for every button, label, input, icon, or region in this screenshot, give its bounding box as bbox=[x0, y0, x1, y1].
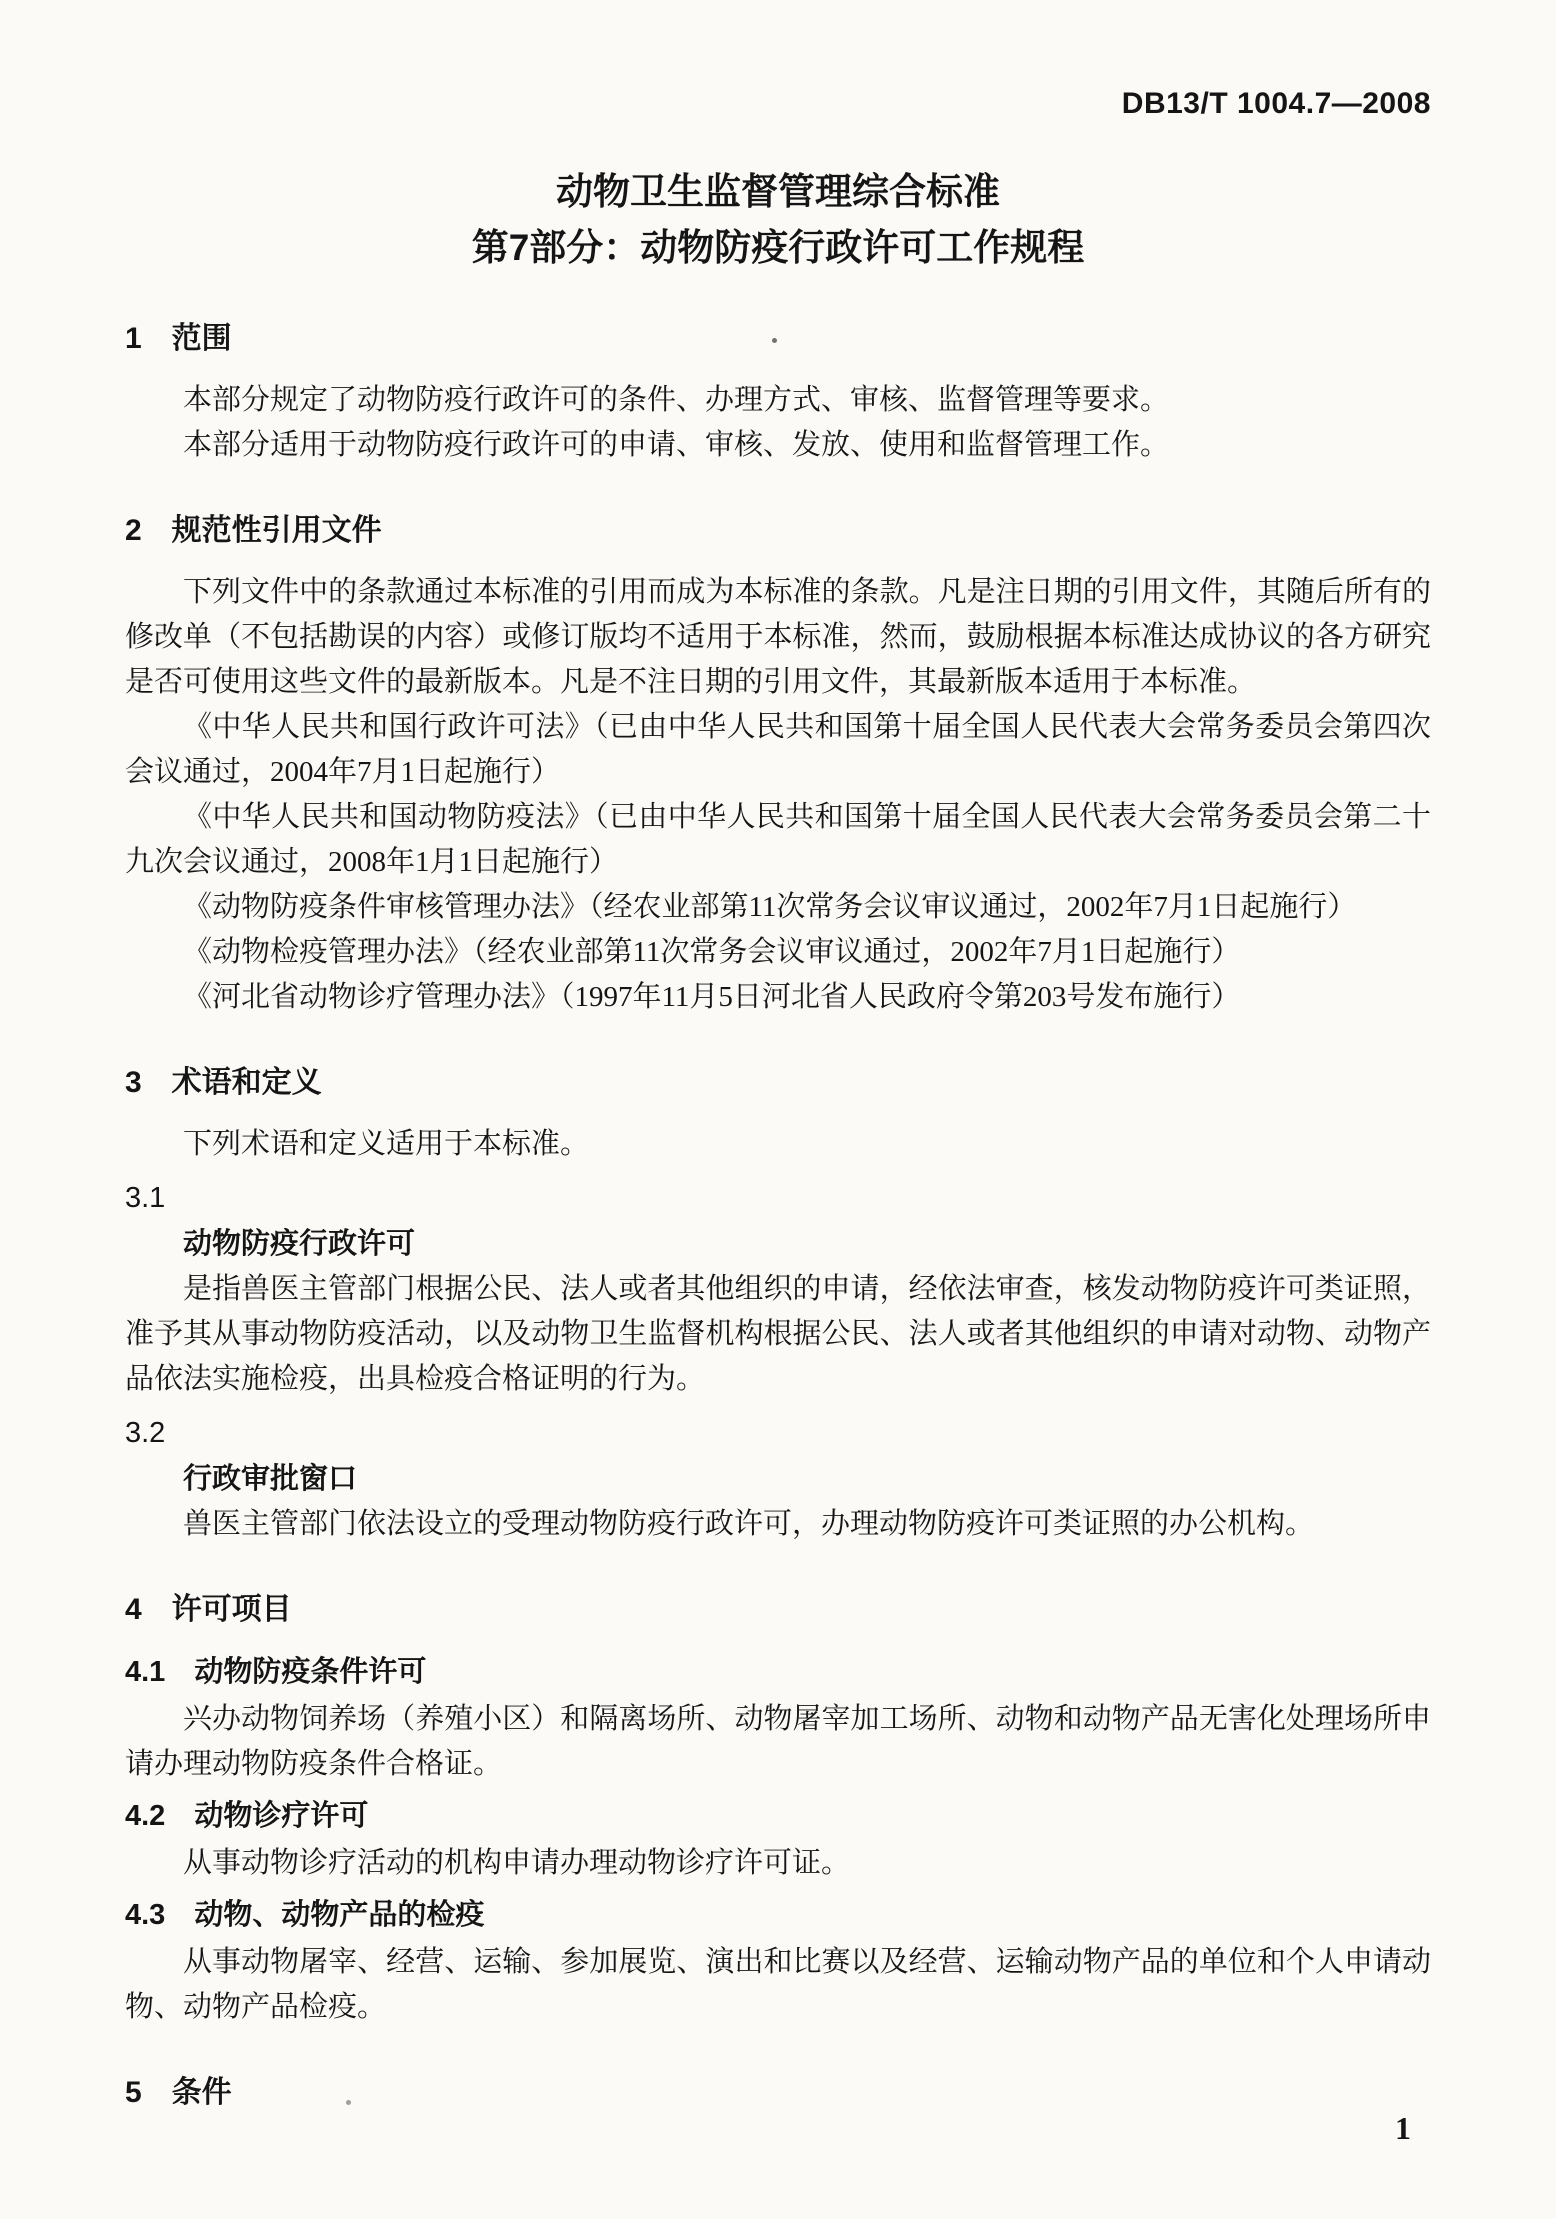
paragraph: 从事动物屠宰、经营、运输、参加展览、演出和比赛以及经营、运输动物产品的单位和个人申请动物、动物产品检疫。 bbox=[125, 1946, 1431, 2023]
reference-item: 《动物防疫条件审核管理办法》（经农业部第11次常务会议审议通过，2002年7月1日起施行） bbox=[183, 891, 1357, 923]
section-heading-terms-definitions: 3 术语和定义 bbox=[125, 1066, 322, 1099]
standard-doc-number: DB13/T 1004.7—2008 bbox=[1121, 87, 1431, 120]
section-heading-normative-references: 2 规范性引用文件 bbox=[125, 514, 382, 547]
reference-item: 《中华人民共和国行政许可法》（已由中华人民共和国第十届全国人民代表大会常务委员会第四次会议通过，2004年7月1日起施行） bbox=[125, 711, 1431, 788]
term-title: 行政审批窗口 bbox=[183, 1463, 358, 1495]
scan-artifact-dot bbox=[346, 2100, 351, 2105]
reference-item: 《动物检疫管理办法》（经农业部第11次常务会议审议通过，2002年7月1日起施行） bbox=[183, 936, 1241, 968]
paragraph: 是指兽医主管部门根据公民、法人或者其他组织的申请，经依法审查，核发动物防疫许可类证照，准予其从事动物防疫活动，以及动物卫生监督机构根据公民、法人或者其他组织的申请对动物、动物产品依法实施检疫，出具检疫合格证明的行为。 bbox=[125, 1273, 1431, 1395]
paragraph: 本部分适用于动物防疫行政许可的申请、审核、发放、使用和监督管理工作。 bbox=[183, 429, 1170, 461]
title-line-1: 动物卫生监督管理综合标准 bbox=[556, 171, 1000, 212]
section-heading-scope: 1 范围 bbox=[125, 322, 232, 355]
paragraph: 兽医主管部门依法设立的受理动物防疫行政许可，办理动物防疫许可类证照的办公机构。 bbox=[183, 1508, 1315, 1540]
scan-artifact-dot bbox=[772, 338, 777, 343]
reference-item: 《河北省动物诊疗管理办法》（1997年11月5日河北省人民政府令第203号发布施行） bbox=[183, 981, 1241, 1013]
section-heading-permit-items: 4 许可项目 bbox=[125, 1593, 292, 1626]
clause-number-3-2: 3.2 bbox=[125, 1417, 166, 1449]
paragraph: 下列文件中的条款通过本标准的引用而成为本标准的条款。凡是注日期的引用文件，其随后所有的修改单（不包括勘误的内容）或修订版均不适用于本标准，然而，鼓励根据本标准达成协议的各方研究是否可使用这些文件的最新版本。凡是不注日期的引用文件，其最新版本适用于本标准。 bbox=[125, 576, 1431, 698]
document-title bbox=[125, 164, 1431, 276]
paragraph: 本部分规定了动物防疫行政许可的条件、办理方式、审核、监督管理等要求。 bbox=[183, 384, 1170, 416]
reference-item: 《中华人民共和国动物防疫法》（已由中华人民共和国第十届全国人民代表大会常务委员会第二十九次会议通过，2008年1月1日起施行） bbox=[125, 801, 1431, 878]
sub-heading-4-1: 4.1 动物防疫条件许可 bbox=[125, 1656, 427, 1688]
sub-heading-4-2: 4.2 动物诊疗许可 bbox=[125, 1800, 369, 1832]
clause-number-3-1: 3.1 bbox=[125, 1182, 166, 1214]
sub-heading-4-3: 4.3 动物、动物产品的检疫 bbox=[125, 1899, 485, 1931]
term-title: 动物防疫行政许可 bbox=[183, 1228, 416, 1260]
page-number: 1 bbox=[1395, 2110, 1411, 2146]
section-heading-conditions: 5 条件 bbox=[125, 2076, 232, 2109]
paragraph: 兴办动物饲养场（养殖小区）和隔离场所、动物屠宰加工场所、动物和动物产品无害化处理场所申请办理动物防疫条件合格证。 bbox=[125, 1703, 1431, 1780]
paragraph: 下列术语和定义适用于本标准。 bbox=[183, 1128, 590, 1160]
document-body bbox=[125, 316, 1431, 2116]
title-line-2: 第7部分：动物防疫行政许可工作规程 bbox=[471, 227, 1085, 268]
paragraph: 从事动物诊疗活动的机构申请办理动物诊疗许可证。 bbox=[183, 1847, 851, 1879]
